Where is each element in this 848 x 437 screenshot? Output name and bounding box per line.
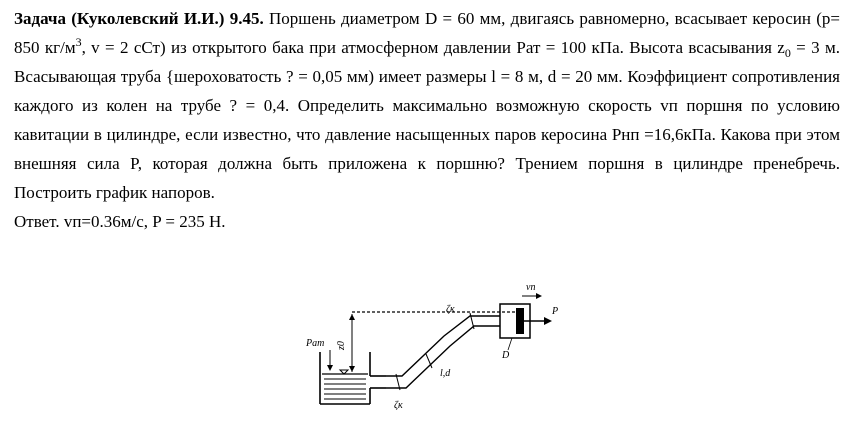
p-atm-label: Pат	[306, 338, 325, 349]
bend-markers	[396, 313, 474, 390]
pipe-length-diameter-label: l,d	[440, 368, 451, 379]
problem-heading: Задача (Куколевский И.И.) 9.45.	[14, 9, 264, 28]
free-surface-marker	[340, 370, 348, 374]
diameter-leader	[508, 338, 512, 350]
zeta-bottom-label: ζк	[394, 400, 403, 411]
piston-pump-diagram	[300, 276, 560, 436]
velocity-label: vп	[526, 282, 536, 293]
z0-label: z0	[336, 341, 347, 350]
problem-text-part-2: , v = 2 сСт) из открытого бака при атмосферном давлении Рат = 100 кПа. Высота всасывания z	[81, 38, 785, 57]
force-label: P	[552, 306, 559, 317]
density-unit-exponent: 3	[75, 35, 82, 49]
answer-line: Ответ. vп=0.36м/с, P = 235 Н.	[14, 212, 226, 231]
piston	[516, 308, 524, 334]
problem-text-part-3: = 3 м. Всасывающая труба {шероховатость ? = 0,05 мм) имеет размеры l = 8 м, d = 20 мм. Коэффициент сопротивления каждого из колен на трубе ? = 0,4. Определить максимально возможную скорость vп поршня по условию кавитации в цилиндре, если известно, что давление насыщенных паров керосина Рнп =16,6кПа. Какова при этом внешняя сила P, которая должна быть приложена к поршню? Трением поршня в цилиндре пренебречь. Построить график напоров.	[14, 38, 840, 202]
tank-liquid-hatching	[322, 374, 368, 399]
problem-statement	[14, 4, 840, 207]
zeta-top-label: ζк	[446, 304, 455, 315]
problem-text	[14, 4, 840, 236]
problem-text-part-1: Поршень диаметром D = 60 мм, двигаясь равномерно, всасывает керосин (р= 850 кг/м	[14, 9, 840, 57]
diameter-label: D	[502, 350, 510, 361]
z-subscript: 0	[784, 46, 791, 60]
